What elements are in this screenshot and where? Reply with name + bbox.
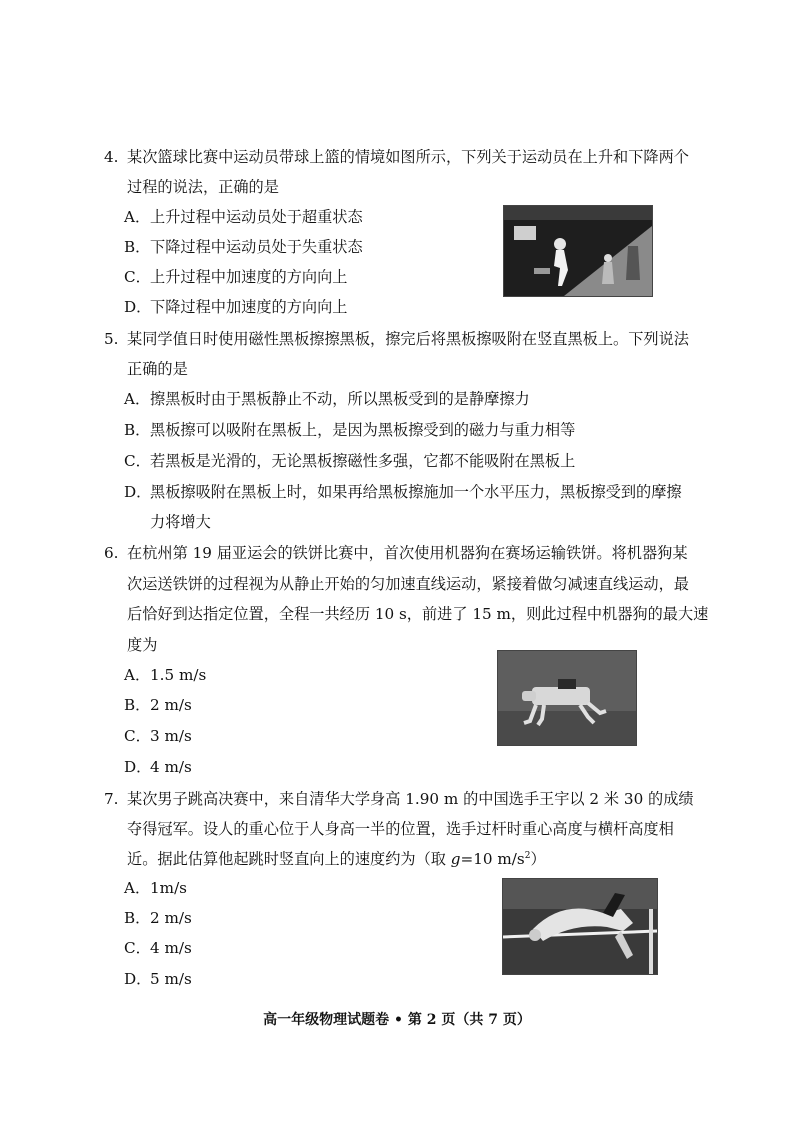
question-number: 7. xyxy=(104,790,119,808)
question-text-line: 某次男子跳高决赛中，来自清华大学身高 1.90 m 的中国选手王宇以 2 米 30 的成绩 xyxy=(127,790,694,808)
question-text-line: 度为 xyxy=(127,636,158,654)
question-text-line: 次运送铁饼的过程视为从静止开始的匀加速直线运动，紧接着做匀减速直线运动，最 xyxy=(127,575,689,593)
page-footer: 高一年级物理试题卷 • 第 2 页（共 7 页） xyxy=(263,1012,531,1028)
option-c[interactable] xyxy=(124,451,575,471)
option-a[interactable] xyxy=(124,878,187,898)
option-key: D． xyxy=(124,483,152,501)
gravity-symbol: g xyxy=(450,850,461,868)
option-d[interactable] xyxy=(124,297,347,317)
option-text: 4 m/s xyxy=(150,758,192,776)
option-text: 若黑板是光滑的，无论黑板擦磁性多强，它都不能吸附在黑板上 xyxy=(150,452,576,470)
option-text: 下降过程中运动员处于失重状态 xyxy=(150,238,363,256)
option-key: D． xyxy=(124,758,152,776)
option-a[interactable] xyxy=(124,207,363,227)
option-text: 擦黑板时由于黑板静止不动，所以黑板受到的是静摩擦力 xyxy=(150,390,530,408)
option-key: C． xyxy=(124,727,151,745)
option-text: 黑板擦可以吸附在黑板上，是因为黑板擦受到的磁力与重力相等 xyxy=(150,421,576,439)
question-text-line: 夺得冠军。设人的重心位于人身高一半的位置，选手过杆时重心高度与横杆高度相 xyxy=(127,820,674,838)
option-text: 黑板擦吸附在黑板上时，如果再给黑板擦施加一个水平压力，黑板擦受到的摩擦 xyxy=(150,483,682,501)
option-key: D． xyxy=(124,298,152,316)
option-key: B． xyxy=(124,909,151,927)
option-d[interactable] xyxy=(124,757,192,777)
option-key: A． xyxy=(124,208,151,226)
option-text: 上升过程中加速度的方向向上 xyxy=(150,268,348,286)
option-key: C． xyxy=(124,939,151,957)
option-b[interactable] xyxy=(124,237,363,257)
question-text-line: 某次篮球比赛中运动员带球上篮的情境如图所示，下列关于运动员在上升和下降两个 xyxy=(127,148,689,166)
question-text-line: 过程的说法，正确的是 xyxy=(127,178,279,196)
option-key: C． xyxy=(124,268,151,286)
option-b[interactable] xyxy=(124,908,192,928)
robot-dog-image xyxy=(498,651,636,745)
robot-dog-photo xyxy=(497,650,637,746)
gravity-exponent: 2 xyxy=(524,851,531,861)
option-text: 上升过程中运动员处于超重状态 xyxy=(150,208,363,226)
option-a[interactable] xyxy=(124,665,206,685)
option-text: 下降过程中加速度的方向向上 xyxy=(150,298,348,316)
option-key: B． xyxy=(124,238,151,256)
option-text: 5 m/s xyxy=(150,970,192,988)
gravity-value: =10 m/s xyxy=(460,850,525,868)
option-d[interactable] xyxy=(124,969,192,989)
question-text-line: 后恰好到达指定位置，全程一共经历 10 s，前进了 15 m，则此过程中机器狗的最大速 xyxy=(127,605,709,623)
option-key: B． xyxy=(124,421,151,439)
basketball-photo xyxy=(503,205,653,297)
question-text-line: 某同学值日时使用磁性黑板擦擦黑板，擦完后将黑板擦吸附在竖直黑板上。下列说法 xyxy=(127,330,689,348)
question-number: 4. xyxy=(104,148,119,166)
option-key: A． xyxy=(124,390,151,408)
option-text: 1m/s xyxy=(150,879,187,897)
option-key: A． xyxy=(124,666,151,684)
question-text-segment: ） xyxy=(530,850,546,868)
option-text: 3 m/s xyxy=(150,727,192,745)
option-c[interactable] xyxy=(124,726,192,746)
option-text: 4 m/s xyxy=(150,939,192,957)
option-key: B． xyxy=(124,696,151,714)
option-c[interactable] xyxy=(124,938,192,958)
option-b[interactable] xyxy=(124,420,575,440)
option-d-continued: 力将增大 xyxy=(150,513,211,531)
high-jump-photo xyxy=(502,878,658,975)
option-a[interactable] xyxy=(124,389,530,409)
option-text: 2 m/s xyxy=(150,909,192,927)
question-text-line xyxy=(127,849,546,869)
option-b[interactable] xyxy=(124,695,192,715)
question-text-line: 在杭州第 19 届亚运会的铁饼比赛中，首次使用机器狗在赛场运输铁饼。将机器狗某 xyxy=(127,544,688,562)
question-text-line: 正确的是 xyxy=(127,360,188,378)
option-text: 1.5 m/s xyxy=(150,666,207,684)
option-key: C． xyxy=(124,452,151,470)
high-jump-image xyxy=(503,879,657,974)
option-key: A． xyxy=(124,879,151,897)
question-text-segment: 近。据此估算他起跳时竖直向上的速度约为（取 xyxy=(127,850,451,868)
question-number: 6. xyxy=(104,544,119,562)
option-text: 2 m/s xyxy=(150,696,192,714)
option-d[interactable] xyxy=(124,482,682,502)
basketball-layup-image xyxy=(504,206,652,296)
option-key: D． xyxy=(124,970,152,988)
question-number: 5. xyxy=(104,330,119,348)
option-c[interactable] xyxy=(124,267,347,287)
